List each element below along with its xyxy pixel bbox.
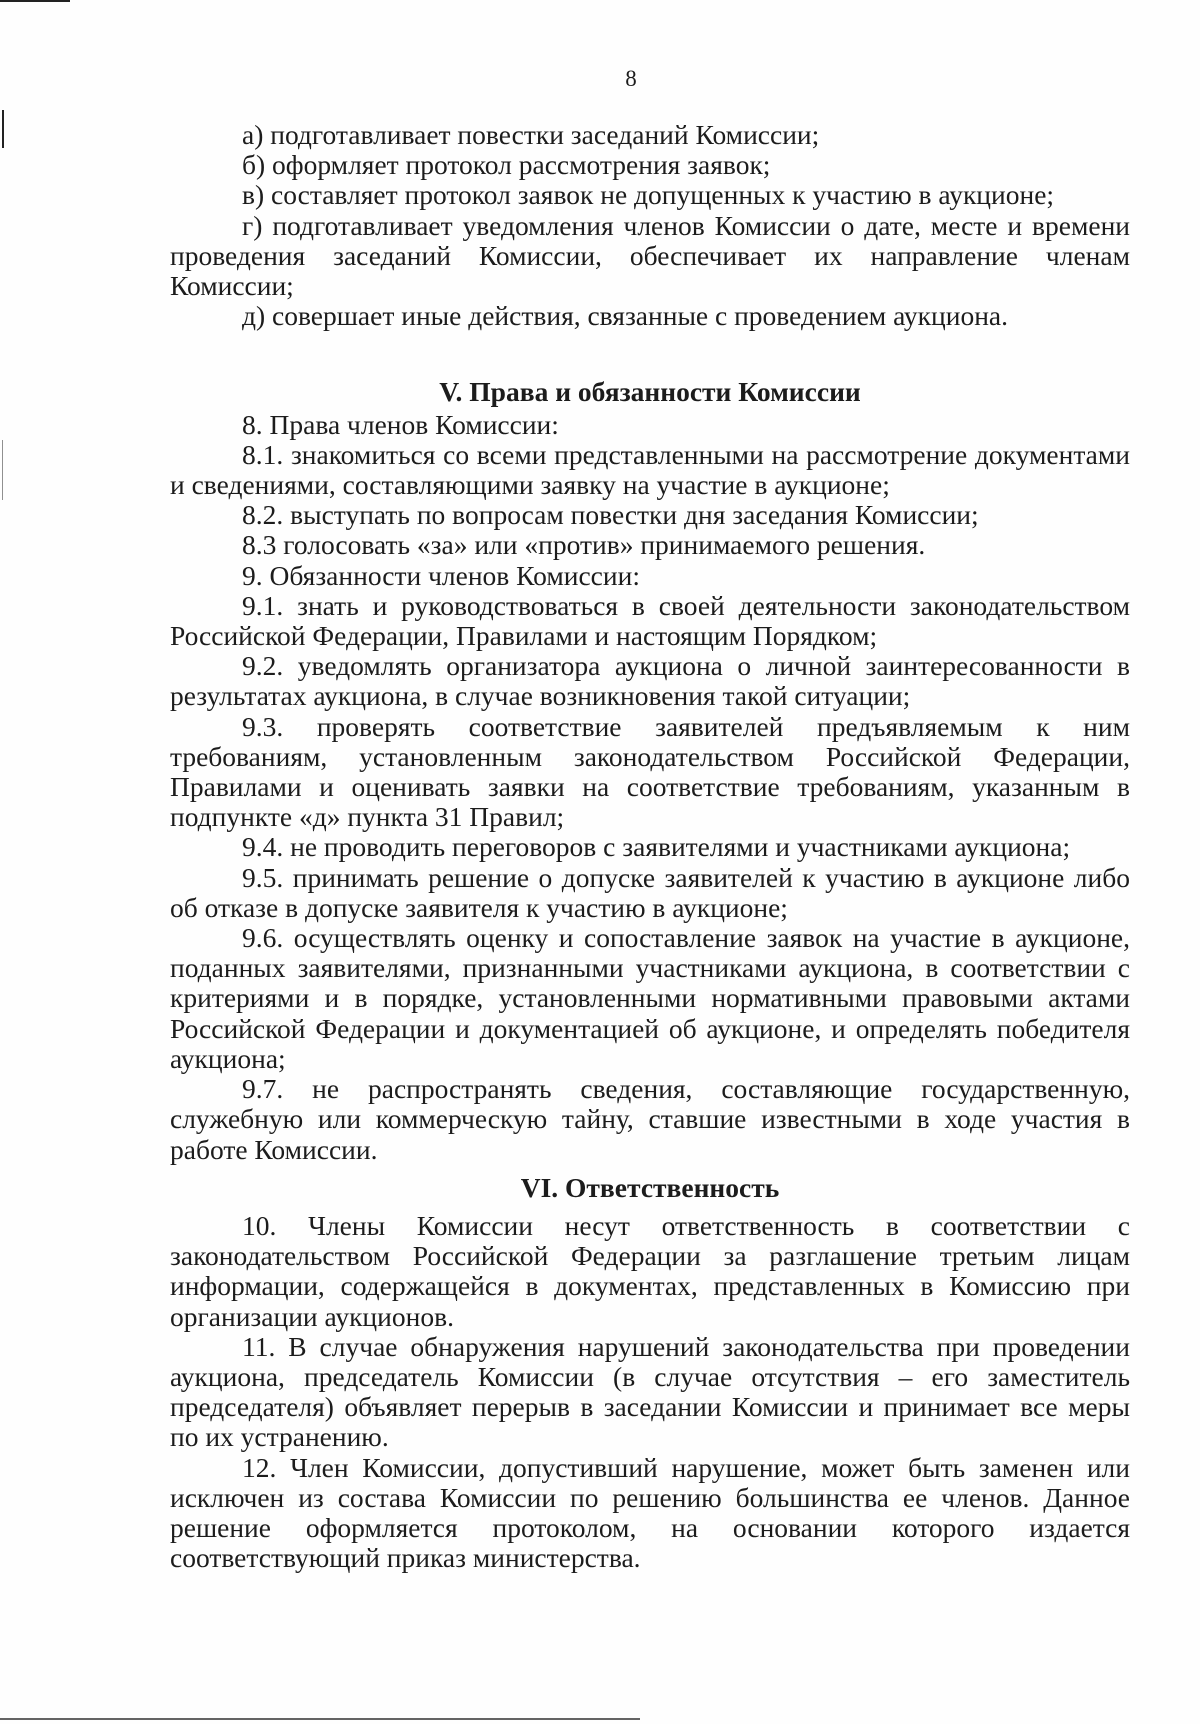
list-item: г) подготавливает уведомления членов Комиссии о дате, месте и времени проведения заседаний Комиссии, обеспечивает их направление членам Комиссии; [170,209,1130,302]
paragraph: 9.3. проверять соответствие заявителей предъявляемым к ним требованиям, установленным законодательством Российской Федерации, Правилами и оценивать заявки на соответствие требованиям, указанным в подпункте «д» пункта 31 Правил; [170,710,1130,833]
paragraph: 9.1. знать и руководствоваться в своей деятельности законодательством Российской Федерации, Правилами и настоящим Порядком; [170,589,1130,652]
scan-edge-mark [2,440,3,500]
paragraph: 8.3 голосовать «за» или «против» принимаемого решения. [242,529,926,561]
paragraph: 8. Права членов Комиссии: [242,408,559,440]
scan-edge-mark [0,1718,640,1720]
paragraph: 9.7. не распространять сведения, составляющие государственную, служебную или коммерческую тайну, ставшие известными в ходе участия в работе Комиссии. [170,1073,1130,1165]
list-item: д) совершает иные действия, связанные с проведением аукциона. [242,300,1008,332]
intro-list [170,120,1130,331]
document-body [170,120,1130,1573]
list-item: а) подготавливает повестки заседаний Комиссии; [242,119,820,150]
page-number: 8 [625,66,637,91]
paragraph: 11. В случае обнаружения нарушений законодательства при проведении аукциона, председатель Комиссии (в случае отсутствия – его заместитель председателя) объявляет перерыв в заседании Комиссии и принимает все меры по их устранению. [170,1330,1130,1453]
paragraph: 10. Члены Комиссии несут ответственность в соответствии с законодательством Российской Федерации за разглашение третьим лицам информации, содержащейся в документах, представленных в Комиссию при организации аукционов. [170,1209,1130,1332]
paragraph: 9.6. осуществлять оценку и сопоставление заявок на участие в аукционе, поданных заявителями, признанными участниками аукциона, в соответствии с критериями и в порядке, установленными нормативными правовыми актами Российской Федерации и документацией об аукционе, и определять победителя аукциона; [170,922,1130,1074]
paragraph: 9.4. не проводить переговоров с заявителями и участниками аукциона; [242,831,1071,863]
paragraph: 9.5. принимать решение о допуске заявителей к участию в аукционе либо об отказе в допуске заявителя к участию в аукционе; [170,861,1130,923]
paragraph: 12. Член Комиссии, допустивший нарушение, может быть заменен или исключен из состава Комиссии по решению большинства ее членов. Данное решение оформляется протоколом, на основании которого издается соответствующий приказ министерства. [170,1451,1130,1574]
section-rights-body [170,410,1130,1165]
section-responsibility-body [170,1211,1130,1573]
paragraph: 9.2. уведомлять организатора аукциона о личной заинтересованности в результатах аукциона, в случае возникновения такой ситуации; [170,650,1130,712]
paragraph: 8.2. выступать по вопросам повестки дня заседания Комиссии; [242,499,979,531]
scan-edge-mark [0,0,70,2]
paragraph: 8.1. знакомиться со всеми представленными на рассмотрение документами и сведениями, составляющими заявку на участие в аукционе; [170,438,1130,501]
scan-edge-mark [2,110,4,148]
list-item: в) составляет протокол заявок не допущенных к участию в аукционе; [242,179,1055,211]
section-heading-responsibility: VI. Ответственность [520,1171,780,1203]
section-heading-rights: V. Права и обязанности Комиссии [439,376,861,408]
paragraph: 9. Обязанности членов Комиссии: [242,559,640,591]
list-item: б) оформляет протокол рассмотрения заявок; [242,149,771,181]
